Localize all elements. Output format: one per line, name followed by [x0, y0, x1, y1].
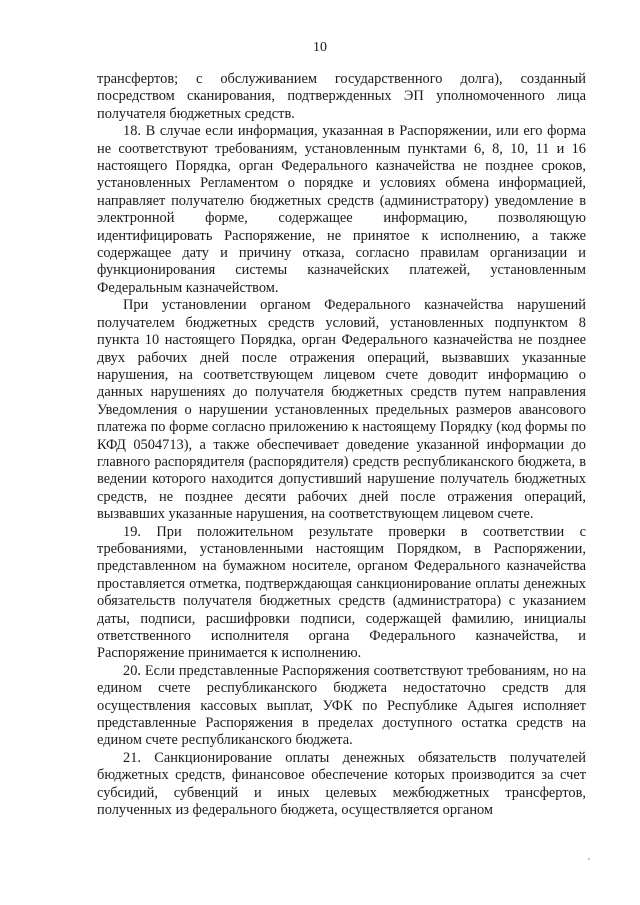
- document-body: [97, 71, 586, 819]
- paragraph-item-19: 19. При положительном результате проверки в соответствии с требованиями, установленными настоящим Порядком, в Распоряжении, представленном на бумажном носителе, органом Федерального казначейства проставляется отметка, подтверждающая санкционирование оплаты денежных обязательств получателя бюджетных средств (администратора) с указанием даты, подписи, расшифровки подписи, содержащей фамилию, инициалы ответственного исполнителя органа Федерального казначейства, и Распоряжение принимается к исполнению.: [97, 523, 586, 662]
- paragraph-item-18: 18. В случае если информация, указанная в Распоряжении, или его форма не соответствуют требованиям, установленным пунктами 6, 8, 10, 11 и 16 настоящего Порядка, орган Федерального казначейства не позднее сроков, установленных Регламентом о порядке и условиях обмена информацией, направляет получателю бюджетных средств (администратору) уведомление в электронной форме, содержащее информацию, позволяющую идентифицировать Распоряжение, не принятое к исполнению, а также содержащее дату и причину отказа, согласно правилам организации и функционирования системы казначейских платежей, установленным Федеральным казначейством.: [97, 123, 586, 296]
- paragraph-item-20: 20. Если представленные Распоряжения соответствуют требованиям, но на едином счете республиканского бюджета недостаточно средств для осуществления кассовых выплат, УФК по Республике Адыгея исполняет представленные Распоряжения в пределах доступного остатка средств на едином счете республиканского бюджета.: [97, 662, 586, 749]
- scan-speck: [588, 858, 590, 860]
- page-number: 10: [313, 40, 327, 55]
- paragraph-continuation: трансфертов; с обслуживанием государственного долга), созданный посредством сканирования, подтвержденных ЭП уполномоченного лица получателя бюджетных средств.: [97, 71, 586, 122]
- paragraph-item-21: 21. Санкционирование оплаты денежных обязательств получателей бюджетных средств, финансовое обеспечение которых производится за счет субсидий, субвенций и иных целевых межбюджетных трансфертов, полученных из федерального бюджета, осуществляется органом: [97, 749, 586, 819]
- paragraph-item-18-violation: При установлении органом Федерального казначейства нарушений получателем бюджетных средств условий, установленных подпунктом 8 пункта 10 настоящего Порядка, орган Федерального казначейства не позднее двух рабочих дней после отражения операций, вызвавших указанные нарушения, на соответствующем лицевом счете доводит информацию о данных нарушениях до получателя бюджетных средств путем направления Уведомления о нарушении установленных предельных размеров авансового платежа по форме согласно приложению к настоящему Порядку (код формы по КФД 0504713), а также обеспечивает доведение указанной информации до главного распорядителя (распорядителя) средств республиканского бюджета, в ведении которого находится допустивший нарушение получатель бюджетных средств, не позднее десяти рабочих дней после отражения операций, вызвавших указанные нарушения, на соответствующем лицевом счете.: [97, 297, 586, 523]
